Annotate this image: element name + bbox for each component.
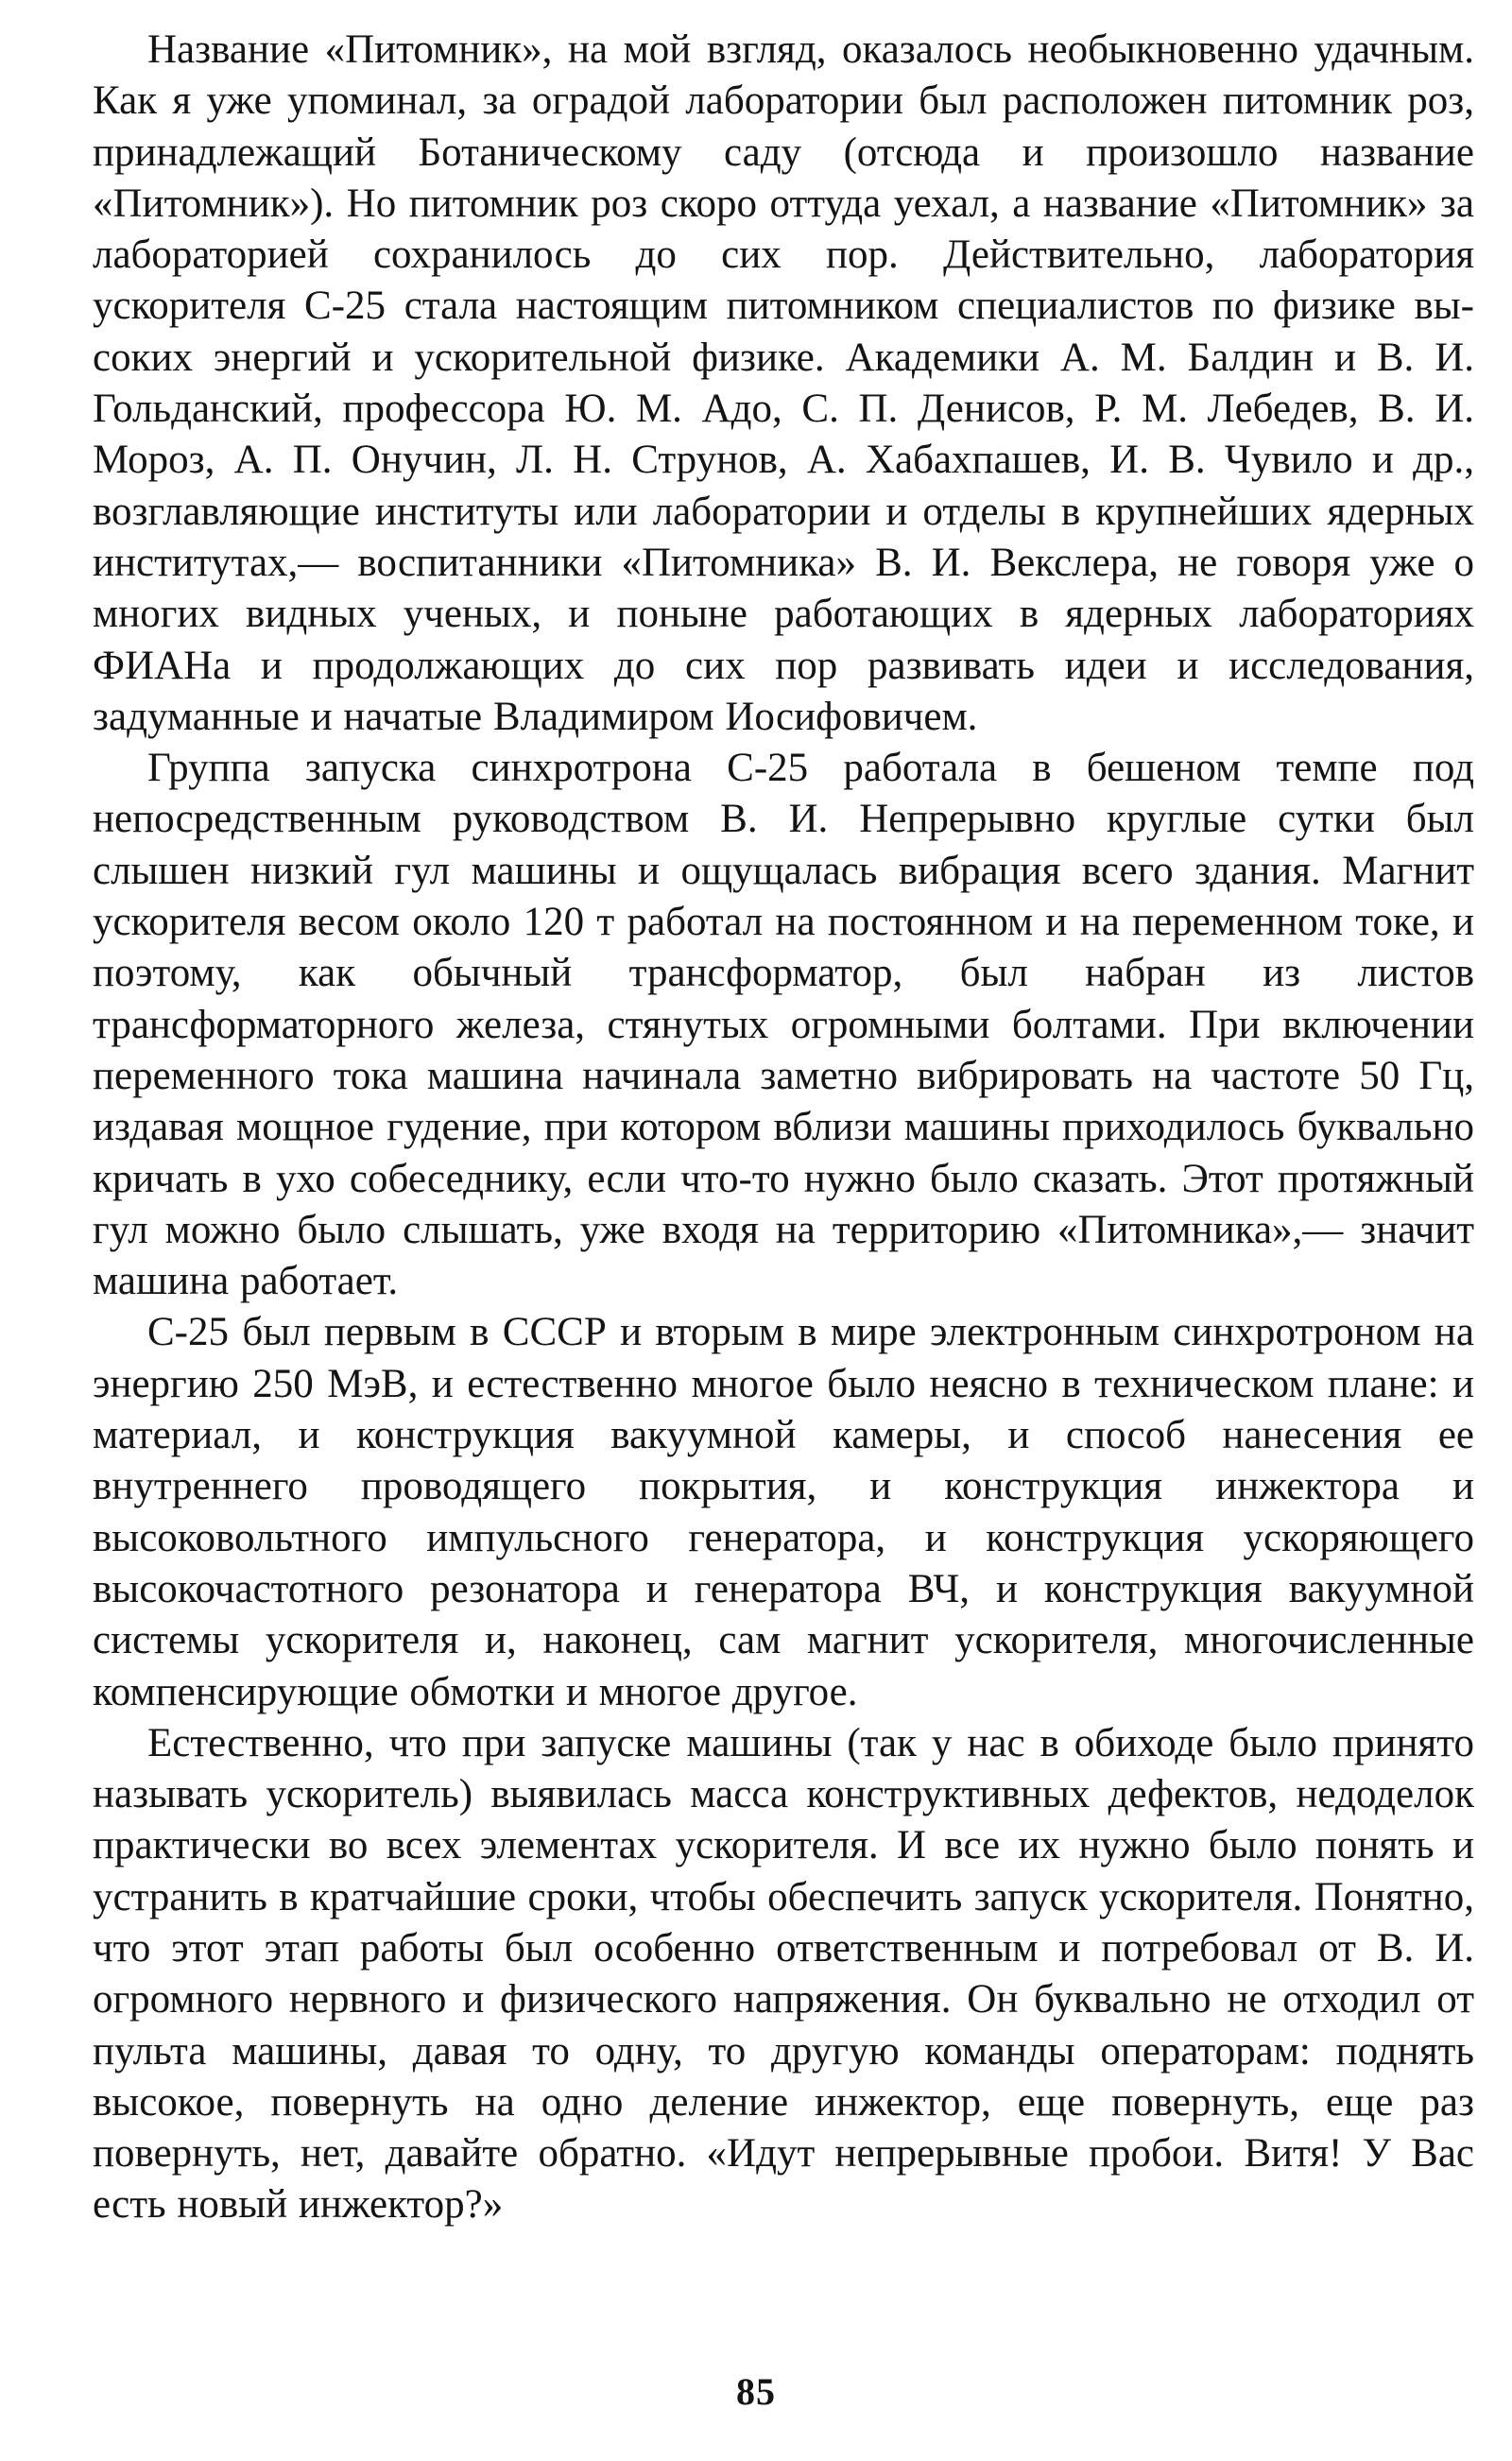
page-text	[93, 25, 1474, 2231]
paragraph-launch-group: Группа запуска синхротрона С-25 работала в бешеном темпе под непосредственным руководством В. И. Непрерывно круглые сутки был слышен низкий гул машины и ощущалась вибрация всего здания. Магнит ускорителя весом около 120 т работал на постоянном и на переменном токе, и поэтому, как обычный трансформатор, был набран из листов трансформаторного железа, стянутых огромными болтами. При включении переменного тока машина начинала заметно вибрировать на частоте 50 Гц, издавая мощное гудение, при котором вблизи машины приходилось буквально кричать в ухо собеседнику, если что-то нужно было сказать. Этот протяжный гул можно было слышать, уже входя на территорию «Питомника»,— значит машина работает.	[93, 746, 1474, 1304]
paragraph-design-defects: Естественно, что при запуске машины (так у нас в обиходе было принято называть ускоритель) выявилась масса конструктивных дефектов, недоделок практически во всех элементах ускорителя. И все их нужно было понять и устранить в кратчайшие сроки, чтобы обеспечить запуск ускорителя. Понятно, что этот этап работы был особенно ответственным и потребовал от В. И. огромного нервного и физического напряжения. Он буквально не отходил от пульта машины, давая то одну, то другую команды операторам: поднять высокое, повернуть на одно деление инжектор, еще повернуть, еще раз повернуть, нет, давайте обратно. «Идут непрерывные пробои. Витя! У Вас есть новый инжектор?»	[93, 1720, 1474, 2228]
paragraph-pitomnik-name: Название «Питомник», на мой взгляд, оказалось необыкновенно удачным. Как я уже упоминал, за оградой лаборатории был расположен питомник роз, принадлежащий Ботаническому саду (отсюда и произошло название «Питомник»). Но питомник роз скоро оттуда уехал, а название «Питомник» за лабораторией сохранилось до сих пор. Действительно, лаборатория ускорителя С-25 стала настоящим питомником специалистов по физике высоких энергий и ускорительной физике. Академики А. М. Балдин и В. И. Гольданский, профессора Ю. М. Адо, С. П. Денисов, Р. М. Лебедев, В. И. Мороз, А. П. Онучин, Л. Н. Струнов, А. Хабахпашев, И. В. Чувило и др., возглавляющие институты или лаборатории и отделы в крупнейших ядерных институтах,— воспитанники «Питомника» В. И. Векслера, не говоря уже о многих видных ученых, и поныне работающих в ядерных лабораториях ФИАНа и продолжающих до сих пор развивать идеи и исследования, задуманные и начатые Владимиром Иосифовичем.	[93, 27, 1474, 739]
page-number: 85	[736, 2370, 776, 2413]
paragraph-first-synchrotron: С-25 был первым в СССР и вторым в мире электронным синхротроном на энергию 250 МэВ, и естественно многое было неясно в техническом плане: и материал, и конструкция вакуумной камеры, и способ нанесения ее внутреннего проводящего покрытия, и конструкция инжектора и высоковольтного импульсного генератора, и конструкция ускоряющего высокочастотного резонатора и генератора ВЧ, и конструкция вакуумной системы ускорителя и, наконец, сам магнит ускорителя, многочисленные компенсирующие обмотки и многое другое.	[93, 1310, 1474, 1714]
